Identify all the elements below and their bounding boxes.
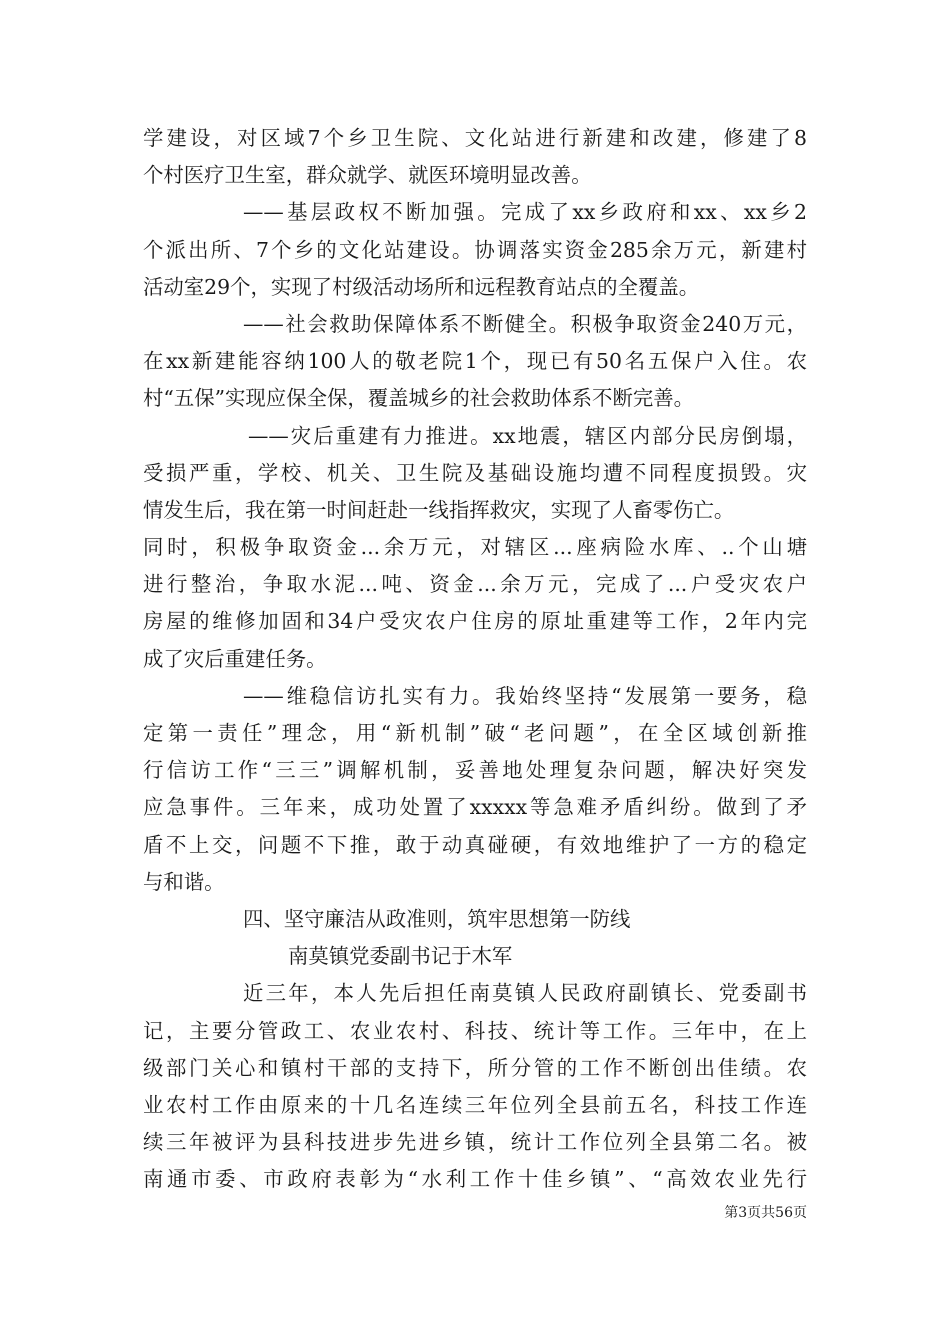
text-line: 个派出所、7个乡的文化站建设。协调落实资金285余万元，新建村 xyxy=(143,237,807,262)
text-line: 在xx新建能容纳100人的敬老院1个，现已有50名五保户入住。农 xyxy=(143,349,807,374)
text-line: 级部门关心和镇村干部的支持下，所分管的工作不断创出佳绩。农 xyxy=(143,1055,807,1080)
text-line: ——灾后重建有力推进。xx地震，辖区内部分民房倒塌， xyxy=(248,423,807,448)
text-line: 与和谐。 xyxy=(143,869,225,894)
text-line: 行信访工作“三三”调解机制，妥善地处理复杂问题，解决好突发 xyxy=(143,758,807,783)
text-line: 村“五保”实现应保全保，覆盖城乡的社会救助体系不断完善。 xyxy=(143,386,695,411)
text-line: ——基层政权不断加强。完成了xx乡政府和xx、xx乡2 xyxy=(243,200,807,225)
text-line: 定第一责任”理念，用“新机制”破“老问题”，在全区域创新推 xyxy=(143,721,807,745)
text-line: 个村医疗卫生室，群众就学、就医环境明显改善。 xyxy=(143,163,592,188)
text-line: 成了灾后重建任务。 xyxy=(143,646,327,671)
text-line: 活动室29个，实现了村级活动场所和远程教育站点的全覆盖。 xyxy=(143,274,700,299)
text-line: ——维稳信访扎实有力。我始终坚持“发展第一要务，稳 xyxy=(243,683,807,708)
page-number: 第3页共56页 xyxy=(724,1205,807,1221)
text-line: 业农村工作由原来的十几名连续三年位列全县前五名，科技工作连 xyxy=(143,1092,807,1117)
text-line: 南通市委、市政府表彰为“水利工作十佳乡镇”、“高效农业先行 xyxy=(143,1167,807,1192)
text-line: 盾不上交，问题不下推，敢于动真碰硬，有效地维护了一方的稳定 xyxy=(143,832,807,857)
text-line: 同时，积极争取资金...余万元，对辖区...座病险水库、..个山塘 xyxy=(143,535,807,560)
text-line: 受损严重，学校、机关、卫生院及基础设施均遭不同程度损毁。灾 xyxy=(143,460,807,485)
text-line: 记，主要分管政工、农业农村、科技、统计等工作。三年中，在上 xyxy=(143,1018,807,1043)
text-line: 应急事件。三年来，成功处置了xxxxx等急难矛盾纠纷。做到了矛 xyxy=(143,795,807,820)
text-line: 情发生后，我在第一时间赶赴一线指挥救灾，实现了人畜零伤亡。 xyxy=(143,497,735,522)
body-text xyxy=(143,120,807,1198)
section-heading: 四、坚守廉洁从政准则，筑牢思想第一防线 xyxy=(243,906,631,931)
text-line: 学建设，对区域7个乡卫生院、文化站进行新建和改建，修建了8 xyxy=(143,126,807,150)
text-line: 近三年，本人先后担任南莫镇人民政府副镇长、党委副书 xyxy=(243,981,807,1006)
text-line: 续三年被评为县科技进步先进乡镇，统计工作位列全县第二名。被 xyxy=(143,1130,807,1155)
text-line: 房屋的维修加固和34户受灾农户住房的原址重建等工作，2年内完 xyxy=(143,609,807,634)
text-line: 进行整治，争取水泥...吨、资金...余万元，完成了...户受灾农户 xyxy=(143,572,807,597)
author-line: 南莫镇党委副书记于木军 xyxy=(288,944,513,969)
text-line: ——社会救助保障体系不断健全。积极争取资金240万元， xyxy=(243,311,807,336)
